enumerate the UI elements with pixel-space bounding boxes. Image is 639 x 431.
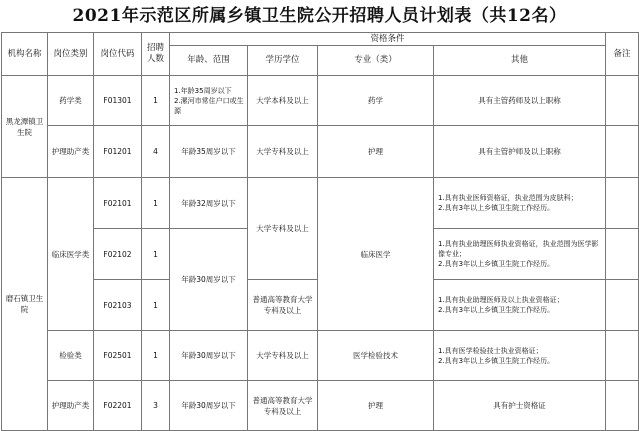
age-cell: 年龄30周岁以下 bbox=[170, 381, 248, 431]
age-cell: 年龄30周岁以下 bbox=[170, 331, 248, 381]
table-row bbox=[2, 178, 639, 229]
remarks-cell bbox=[606, 126, 639, 178]
recruit-count-cell: 1 bbox=[142, 76, 170, 126]
other-cell: 具有护士资格证 bbox=[434, 381, 606, 431]
recruit-count-cell: 1 bbox=[142, 178, 170, 229]
remarks-cell bbox=[606, 331, 639, 381]
other-cell: 1.具有医学检验技士执业资格证； 2.具有3年以上乡镇卫生院工作经历。 bbox=[434, 331, 606, 381]
education-cell: 大学专科及以上 bbox=[248, 331, 318, 381]
remarks-cell bbox=[606, 280, 639, 331]
header-major: 专业（类） bbox=[318, 46, 434, 76]
other-cell: 1.具有执业助理医师及以上执业资格证； 2.具有3年以上乡镇卫生院工作经历。 bbox=[434, 280, 606, 331]
post-code-cell: F02103 bbox=[94, 280, 142, 331]
recruit-count-cell: 1 bbox=[142, 331, 170, 381]
education-cell: 大学专科及以上 bbox=[248, 126, 318, 178]
age-cell: 1.年龄35周岁以下 2.漯河市常住户口或生源 bbox=[170, 76, 248, 126]
recruit-count-cell: 1 bbox=[142, 229, 170, 280]
post-type-cell: 护理助产类 bbox=[48, 381, 94, 431]
table-row bbox=[2, 381, 639, 431]
education-cell: 大学本科及以上 bbox=[248, 76, 318, 126]
institution-cell: 黑龙潭镇卫生院 bbox=[2, 76, 48, 178]
post-code-cell: F02102 bbox=[94, 229, 142, 280]
recruitment-table bbox=[1, 32, 639, 431]
remarks-cell bbox=[606, 76, 639, 126]
other-cell: 具有主管护师及以上职称 bbox=[434, 126, 606, 178]
education-cell: 普通高等教育大学专科及以上 bbox=[248, 381, 318, 431]
age-cell: 年龄30周岁以下 bbox=[170, 229, 248, 331]
other-cell: 1.具有执业助理医师执业资格证，执业范围为医学影像专业； 2.具有3年以上乡镇卫生院工作经历。 bbox=[434, 229, 606, 280]
education-cell: 大学专科及以上 bbox=[248, 178, 318, 280]
remarks-cell bbox=[606, 178, 639, 229]
recruit-count-cell: 1 bbox=[142, 280, 170, 331]
header-qualifications: 资格条件 bbox=[170, 33, 606, 46]
recruit-count-cell: 4 bbox=[142, 126, 170, 178]
header-recruit-count: 招聘人数 bbox=[142, 33, 170, 76]
header-institution: 机构名称 bbox=[2, 33, 48, 76]
post-type-cell: 检验类 bbox=[48, 331, 94, 381]
remarks-cell bbox=[606, 229, 639, 280]
post-type-cell: 药学类 bbox=[48, 76, 94, 126]
age-cell: 年龄32周岁以下 bbox=[170, 178, 248, 229]
other-cell: 具有主管药师及以上职称 bbox=[434, 76, 606, 126]
major-cell: 临床医学 bbox=[318, 178, 434, 331]
table-row bbox=[2, 126, 639, 178]
education-cell: 普通高等教育大学专科及以上 bbox=[248, 280, 318, 331]
major-cell: 护理 bbox=[318, 381, 434, 431]
header-education: 学历学位 bbox=[248, 46, 318, 76]
post-type-cell: 临床医学类 bbox=[48, 178, 94, 331]
page-title: 2021年示范区所属乡镇卫生院公开招聘人员计划表（共12名） bbox=[72, 6, 567, 26]
post-type-cell: 护理助产类 bbox=[48, 126, 94, 178]
age-cell: 年龄35周岁以下 bbox=[170, 126, 248, 178]
post-code-cell: F01301 bbox=[94, 76, 142, 126]
table-row bbox=[2, 76, 639, 126]
other-cell: 1.具有执业医师资格证，执业范围为皮肤科； 2.具有3年以上乡镇卫生院工作经历。 bbox=[434, 178, 606, 229]
header-other: 其他 bbox=[434, 46, 606, 76]
post-code-cell: F02201 bbox=[94, 381, 142, 431]
post-code-cell: F02501 bbox=[94, 331, 142, 381]
remarks-cell bbox=[606, 381, 639, 431]
major-cell: 护理 bbox=[318, 126, 434, 178]
header-post-type: 岗位类别 bbox=[48, 33, 94, 76]
recruit-count-cell: 3 bbox=[142, 381, 170, 431]
header-post-code: 岗位代码 bbox=[94, 33, 142, 76]
header-age-range: 年龄、范围 bbox=[170, 46, 248, 76]
header-remarks: 备注 bbox=[606, 33, 639, 76]
post-code-cell: F02101 bbox=[94, 178, 142, 229]
post-code-cell: F01201 bbox=[94, 126, 142, 178]
major-cell: 医学检验技术 bbox=[318, 331, 434, 381]
major-cell: 药学 bbox=[318, 76, 434, 126]
table-row bbox=[2, 331, 639, 381]
institution-cell: 磨石镇卫生院 bbox=[2, 178, 48, 431]
